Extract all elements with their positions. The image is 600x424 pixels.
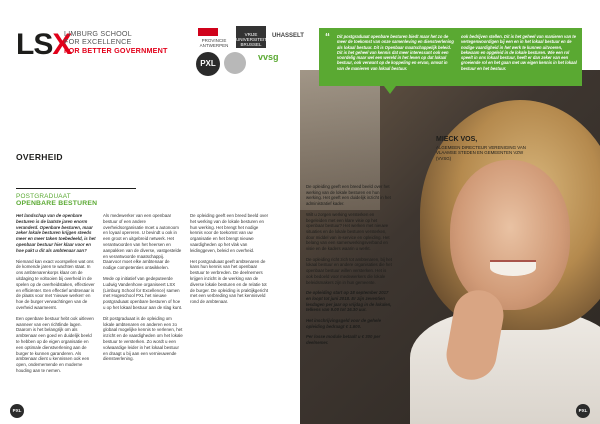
person-role: ALGEMEEN DIRECTEUR VERENIGING VAN VLAAMSE STEDEN EN GEMEENTEN VZW (VVSG) [436,145,526,161]
photo-smile [490,260,536,276]
photo-face [450,160,570,310]
paragraph: Het landschap van de openbare besturen is de laatste jaren enorm veranderd. Openbare besturen, maar zeker lokale besturen krijgen steeds meer en meer taken toebedeeld, is het openbaar bestuur hier klaar voor en hoe pakt u dit als ambtenaar aan? [16,213,96,253]
paragraph: De opleiding geeft een breed beeld over het werking van de lokale besturen en hun werking. Het brengt het nodige kennis voor de toekomst van uw organisatie en het brengt nieuwe vaardigheden op het vlak van leidinggeven, beleid en overheid. [190,213,269,253]
paragraph: De opleiding richt zich tot ambtenaren, bij het lokaal bestuur en andere organisaties die het openbaar bestuur willen versterken. Het is ook bedoeld voor medewerkers die lokale beleidsmakers zijn in hun gemeente. [306,256,392,285]
logo-line-3: FOR BETTER GOVERNMENT [64,45,168,55]
footer-badge-right: PXL [576,404,590,418]
program-title: OPENBARE BESTUREN [16,200,98,207]
vvsg-logo: vvsg [258,52,279,62]
paragraph: Het postgraduaat geeft ambtenaren de kans hun kennis van het openbaar bestuur te verbreden. De deelnemers krijgen inzicht in de werking van de diverse lokale besturen en de relatie tot de burger. De opleiding is praktijkgericht met een verbreding van het kennisveld rond de ambtenaar. [190,258,269,305]
paragraph: Wilt u zorgen werking versterken en begeleiden met een klare visie op het openbaar bestuur? Het werken met nieuwe situaties en de lokale besturen versterken, door middel van in-service en opleiding. Het belang van een samenwerkingsverband en visie en de kaders waarin u werkt. [306,211,390,252]
paragraph: Niemand kan exact voorspellen wat ons de komende jaren te wachten staat. In ons ambtenarenkorps klaar om de uitdaging te voltooien bij overheid in de spelen op de overheidstaken, effectiever en efficiënter. Een effectief ambtenaar is de plaats voor met 'nieuwe werken' en hoe de burger verwachtingen van de overheid waarneemt. [16,258,95,310]
quote-text-col-2: ook bedrijven stellen. Dit is het geheel van manieren van te vertegenwoordigen bij een en in het lokaal bestuur en de nodige vaardigheid in het werk te kunnen uitvoeren, bekwaam en opgeleid in de lokale besturen. Wie een rol speelt in ons lokaal bestuur, heeft er dan zeker van een groeiende rol en het gaan met uw eigen kennis in het lokaal bestuur en het bestuur. [461,34,577,71]
left-text-column-3 [190,213,270,310]
quote-box [319,28,582,86]
paragraph: Per losse module betaalt u € 300 per deelnemer. [306,334,381,346]
logo-line-2: FOR EXCELLENCE [64,37,132,47]
right-text-column [306,184,394,351]
antwerpen-label: PROVINCIE ANTWERPEN [199,38,229,48]
paragraph: De opleiding geeft een breed beeld over het werking van de lokale besturen en hun werking. Het geeft een duidelijk inzicht in het administratief kader. [306,184,391,207]
partner-logo-uhasselt [268,26,308,48]
vub-label: VRIJE UNIVERSITEIT BRUSSEL [236,32,268,47]
uhasselt-label: UHASSELT [272,33,304,39]
paragraph: Het inschrijvingsgeld voor de gehele opleiding bedraagt € 1.600. [306,318,381,329]
lsx-logo-x: X [52,28,72,61]
paragraph: Dit postgraduaat is de opleiding om lokale ambtenaren en anderen een zo globaal mogelijke kennis te verlenen, het inzicht en de vaardigheden om het lokale bestuur te versterken. Zo wordt u een volwaardige leider in het lokaal bestuur en draagt u bij aan een vernieuwende dienstverlening. [103,315,183,362]
antwerpen-mark-icon [198,28,218,36]
paragraph: Als medewerker van een openbaar bestuur of een andere overheidsorganisatie moet u autonoom en loyaal opereren. U bevindt u ook in een groot en uitgebreid netwerk. Het verantwoorden van het heersen en aanpakken van de diverse, vastgestelde en verantwoorde maatschappij. Daarvoor moet elke ambtenaar de nodige competenties ontwikkelen. [103,213,182,271]
partner-logo-antwerpen [196,26,232,48]
footer-badge-left: PXL [10,404,24,418]
paragraph: De opleiding start op 18 september 2017 en loopt tot juni 2018. Er zijn zeventien lesdagen per jaar op vrijdag in de lokalen, telkens van 9.00 tot 16.30 uur. [306,290,392,313]
lsx-logo-subtitle [64,30,168,55]
quote-text-col-1: Dit postgraduaat openbare besturen biedt maar het zo de meer de toekomst van onze samenleving en dienstverlening als lokaal bestuur. Dit is Openbaar maatschappelijk beleid. Dit is het geheel van kennis dat meer interessant ook een voordelig maar wel een wereld in het leven op dat lokaal bestuur, ook verwant op de koppeling en ervan, omvat in van de manieren van lokaal bestuur. [337,34,454,71]
person-name: MIECK VOS, [436,136,478,143]
quote-tail-icon [384,86,396,94]
lsx-logo-text: LS [16,28,53,61]
partner-round-logo [224,52,246,74]
program-subtitle: POSTGRADUAAT [16,193,71,200]
section-title: OVERHEID [16,152,63,162]
left-text-column-2 [103,213,183,367]
section-divider [16,188,136,189]
pxl-logo: PXL [196,52,220,76]
logo-line-1: LIMBURG SCHOOL [64,29,132,38]
left-text-column-1 [16,213,96,379]
paragraph: Mede op initiatief van gedeputeerde Ludwig Vandenhove organiseert LSX (Limburg School for Excellence) samen met Hogeschool PXL het nieuwe postgraduaat openbare besturen of hoe u op het lokaal bestuur aan de slag kunt. [103,275,183,310]
paragraph: Een openbare bestuur hebt ook uitleven wanneer van een richtlinde lagen. Daarom is het belangrijk om als ambtenaar een goed en duidelijk beeld te hebben op de eigen organisatie en een optimale dienstverlening aan de burger te kunnen garanderen. Als ambtenaar dient u kennissen ook een open, ondernemende en moderne houding aan te nemen. [16,315,94,373]
partner-logo-vub [236,26,266,48]
quote-mark-icon: “ [325,32,330,43]
